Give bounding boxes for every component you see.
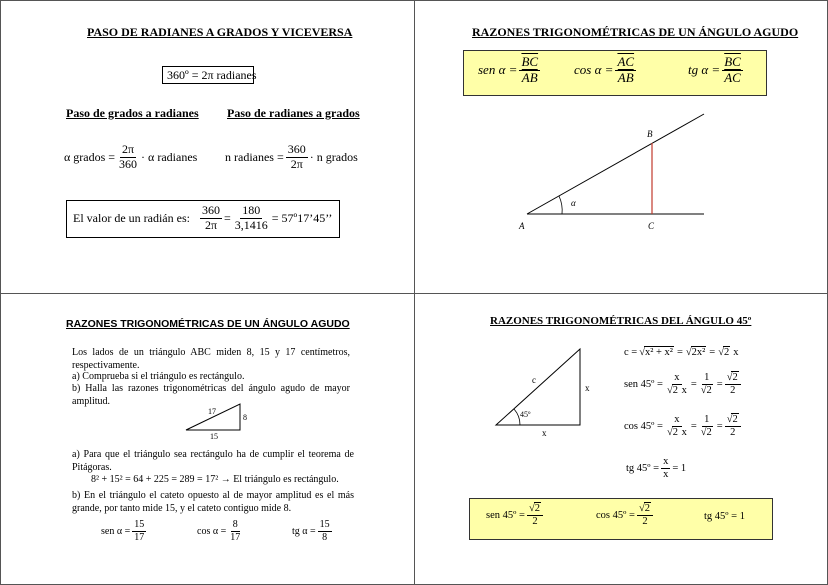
summary-cos45-root: 2	[644, 503, 650, 514]
tg45-num: x	[661, 456, 670, 469]
example-cos-frac	[228, 519, 242, 543]
example-cos	[197, 519, 244, 543]
formula2-num: 360	[287, 142, 306, 156]
formula-rad-to-deg	[225, 143, 358, 172]
c-eq-root1: x² + x²	[644, 347, 673, 358]
answer-a: a) Para que el triángulo sea rectángulo ha de cumplir el teorema de Pitágoras.	[72, 449, 354, 473]
cos45-d1-root: 2	[672, 427, 678, 439]
formula2-post: · n grados	[309, 149, 358, 164]
sen45-d3: 2	[730, 385, 736, 397]
summary-cos45-den: 2	[642, 516, 648, 528]
sen45-d1-root: 2	[672, 385, 678, 397]
sen45-eq2: =	[716, 379, 723, 391]
tg45-post: = 1	[672, 463, 687, 475]
triangle-45-diagram	[490, 345, 600, 440]
sen-pre: sen α =	[478, 62, 518, 78]
cos45-d2: √2	[700, 427, 712, 439]
summary-sen45-frac	[527, 503, 543, 528]
degrees-radians-box	[162, 66, 257, 84]
example-tg-frac	[318, 519, 332, 543]
radian-d1: 2π	[204, 217, 217, 232]
tg-fraction	[722, 55, 743, 86]
c-eq-post: x	[733, 346, 739, 358]
vertex-label-a: A	[519, 221, 525, 231]
sen45-eq1: =	[690, 379, 697, 391]
panel4-title: RAZONES TRIGONOMÉTRICAS DEL ÁNGULO 45º	[490, 315, 752, 327]
question-a: a) Comprueba si el triángulo es rectángulo.	[72, 371, 245, 382]
c-eq-pre: c =	[624, 346, 638, 358]
sen45-n3-root: 2	[732, 372, 738, 383]
formula1-den: 360	[119, 156, 138, 171]
example-cos-num: 8	[232, 519, 238, 530]
sen45-derivation	[624, 372, 743, 397]
subtitle-rad-to-deg: Paso de radianes a grados	[227, 106, 360, 120]
side-label-x-vertical: x	[585, 383, 590, 393]
cos45-pre: cos 45º =	[624, 421, 663, 433]
cos45-n3: √2	[725, 414, 741, 427]
example-tg-pre: tg α =	[292, 525, 316, 537]
cos-pre: cos α =	[574, 62, 614, 78]
summary-tg45	[704, 511, 745, 522]
sqrt-sign-3: √	[718, 346, 724, 358]
tg45-derivation	[626, 456, 686, 481]
tg-num: $\overline{BC}$	[724, 54, 741, 69]
example-cos-pre: cos α =	[197, 525, 227, 537]
vertex-label-c: C	[648, 221, 655, 231]
cos-den: AB	[617, 69, 634, 85]
sqrt-sign-2: √	[685, 346, 692, 358]
cos-fraction	[615, 55, 636, 86]
radian-n2: 180	[242, 203, 261, 217]
example-sen	[101, 519, 148, 543]
radian-equals: =	[223, 210, 231, 225]
cos45-d3: 2	[730, 427, 736, 439]
sen-num: $\overline{BC}$	[521, 54, 539, 69]
formula1-fraction	[117, 143, 139, 172]
sqrt-sign-1: √	[639, 346, 645, 358]
formula2-fraction	[286, 143, 308, 172]
sen45-n2: 1	[702, 372, 711, 385]
radian-frac2	[233, 204, 270, 233]
triangle-side-8: 8	[243, 413, 247, 422]
tg45-den: x	[663, 469, 669, 481]
cos45-n2: 1	[702, 414, 711, 427]
panel1-title: PASO DE RADIANES A GRADOS Y VICEVERSA	[87, 25, 353, 39]
problem-intro: Los lados de un triángulo ABC miden 8, 15 y 17 centímetros, respectivamente.	[72, 347, 350, 371]
tg-den: AC	[724, 69, 741, 85]
side-label-x-base: x	[542, 428, 547, 438]
side-label-c: c	[532, 375, 536, 385]
example-tg-den: 8	[322, 531, 328, 543]
radian-label: El valor de un radián es:	[73, 210, 190, 225]
sen45-d2: √2	[700, 385, 712, 397]
triangle-side-17: 17	[208, 407, 216, 416]
cos45-n3-root: 2	[732, 414, 738, 425]
hypotenuse-equation	[624, 346, 738, 358]
cos45-frac3	[725, 414, 741, 439]
answer-a-calc: 8² + 15² = 64 + 225 = 289 = 17² → El triángulo es rectángulo.	[91, 474, 339, 485]
cos-ratio	[574, 55, 638, 86]
radian-value-box	[66, 200, 340, 238]
sen45-frac2	[699, 372, 715, 397]
sen45-d1-var: x	[681, 385, 687, 397]
radian-result: = 57º17’45’’	[271, 210, 333, 225]
sen45-frac1	[665, 372, 689, 397]
cos45-d1: √2 x	[666, 427, 687, 439]
angle-label-45: 45º	[520, 410, 531, 419]
summary-cos45-pre: cos 45º =	[596, 510, 635, 522]
sen45-d1: √2 x	[666, 385, 687, 397]
sen-fraction	[519, 55, 540, 86]
cos45-frac2	[699, 414, 715, 439]
example-sen-num: 15	[134, 519, 145, 530]
cos45-eq2: =	[716, 421, 723, 433]
c-eq-root2: 2x²	[691, 347, 706, 358]
summary-sen45-den: 2	[532, 516, 538, 528]
c-eq-root3: 2	[723, 347, 730, 358]
example-sen-pre: sen α =	[101, 525, 131, 537]
panel2-title: RAZONES TRIGONOMÉTRICAS DE UN ÁNGULO AGUDO	[472, 25, 799, 39]
cos45-d1-var: x	[681, 427, 687, 439]
formula-deg-to-rad	[64, 143, 197, 172]
summary-sen45	[486, 503, 545, 528]
angle-arc	[559, 196, 562, 214]
cos45-derivation	[624, 414, 743, 439]
triangle-side-15: 15	[210, 432, 218, 441]
panel-trig-45	[414, 293, 828, 585]
example-tg	[292, 519, 334, 543]
c-eq-eq1: =	[676, 346, 683, 358]
sen45-n3: √2	[725, 372, 741, 385]
sen45-frac3	[725, 372, 741, 397]
formula2-pre: n radianes =	[225, 149, 284, 164]
answer-b: b) En el triángulo el cateto opuesto al de mayor amplitud es el más grande, por tanto mide 15, y el cateto contiguo mide 8.	[72, 490, 354, 514]
summary-sen45-root: 2	[534, 503, 540, 514]
c-eq-eq2: =	[709, 346, 716, 358]
cos45-frac1	[665, 414, 689, 439]
hypotenuse-line	[527, 114, 704, 214]
summary-cos45-frac	[637, 503, 653, 528]
formula1-num: 2π	[122, 142, 135, 156]
sen45-n1: x	[672, 372, 681, 385]
tg-ratio	[688, 55, 745, 86]
sen45-d2-root: 2	[706, 385, 712, 397]
degrees-radians-text: 360º = 2π radianes	[167, 68, 257, 82]
triangle-45-shape	[496, 349, 580, 425]
example-sen-frac	[132, 519, 146, 543]
radian-value-eq	[73, 204, 332, 233]
summary-45-box	[469, 498, 773, 540]
summary-sen45-num: √2	[527, 503, 543, 516]
formula1-post: · α radianes	[141, 149, 198, 164]
example-triangle	[180, 400, 260, 442]
tg45-frac	[661, 456, 670, 481]
question-b: b) Halla las razones trigonométricas del ángulo agudo de mayor amplitud.	[72, 383, 350, 407]
angle-label-alpha: α	[571, 198, 576, 208]
example-cos-den: 17	[230, 531, 241, 543]
cos45-n1: x	[672, 414, 681, 427]
summary-tg45-text: tg 45º = 1	[704, 511, 745, 522]
radian-d2: 3,1416	[234, 217, 268, 232]
summary-cos45-num: √2	[637, 503, 653, 516]
formula1-pre: α grados =	[64, 149, 116, 164]
summary-cos45	[596, 503, 655, 528]
sen-ratio	[478, 55, 542, 86]
sen45-pre: sen 45º =	[624, 379, 663, 391]
sen-den: AB	[521, 69, 538, 85]
radian-n1: 360	[201, 203, 220, 217]
trig-ratios-box	[463, 50, 767, 96]
summary-sen45-pre: sen 45º =	[486, 510, 525, 522]
radian-frac1	[200, 204, 222, 233]
vertex-label-b: B	[647, 129, 653, 139]
tg-pre: tg α =	[688, 62, 721, 78]
cos45-d2-root: 2	[706, 427, 712, 439]
example-tg-num: 15	[319, 519, 330, 530]
panel3-title: RAZONES TRIGONOMÉTRICAS DE UN ÁNGULO AGUDO	[66, 318, 350, 330]
formula2-den: 2π	[290, 156, 303, 171]
cos-num: $\overline{AC}$	[617, 54, 635, 69]
example-sen-den: 17	[134, 531, 145, 543]
subtitle-deg-to-rad: Paso de grados a radianes	[66, 106, 199, 120]
cos45-eq1: =	[690, 421, 697, 433]
tg45-pre: tg 45º =	[626, 463, 660, 475]
right-triangle-diagram	[500, 108, 720, 238]
